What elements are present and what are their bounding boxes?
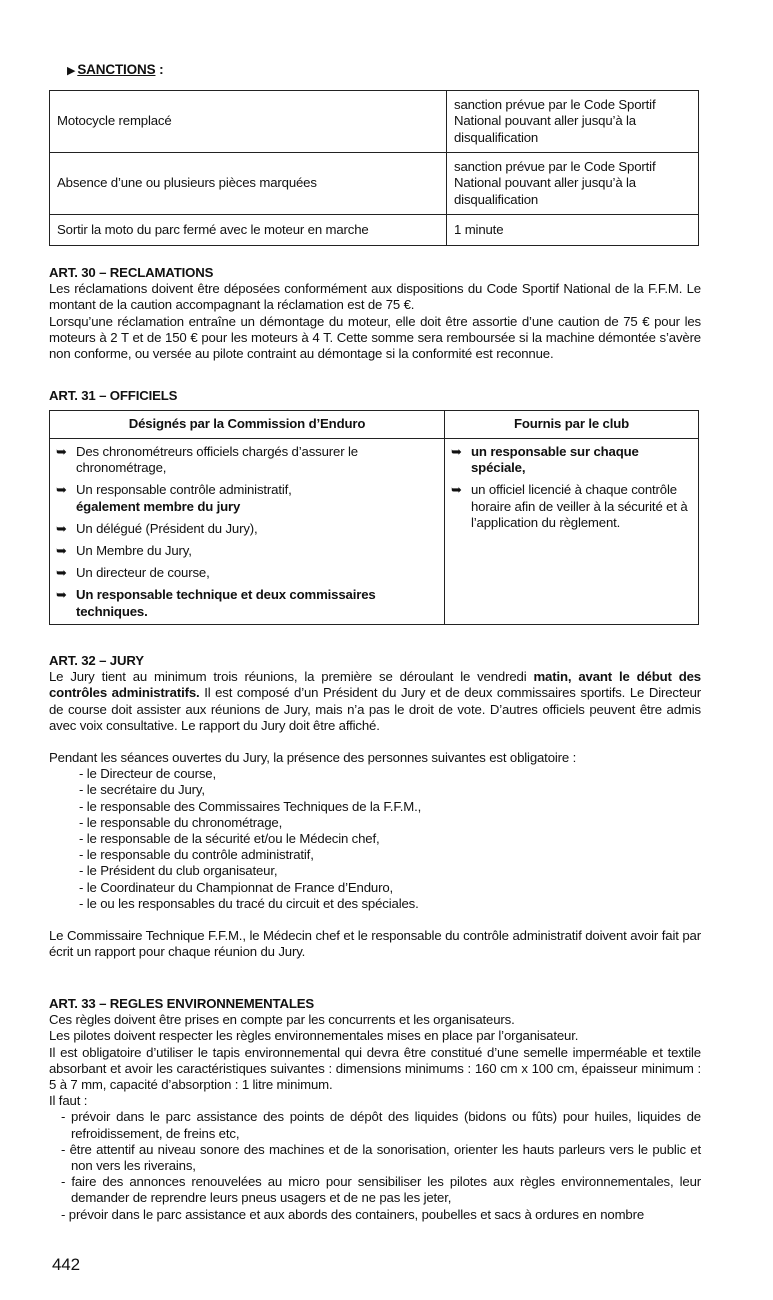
jury-members-list bbox=[49, 766, 701, 912]
official-text: Un délégué (Président du Jury), bbox=[76, 520, 258, 536]
arrow-right-icon: ➥ bbox=[56, 482, 67, 498]
official-text-group bbox=[76, 482, 438, 514]
art30-paragraph-1: Les réclamations doivent être déposées conformément aux dispositions du Code Sportif National de la F.F.M. Le montant de la caution accompagnant la réclamation est de 75 €. bbox=[49, 281, 701, 313]
art30-section bbox=[49, 265, 701, 362]
list-item: - le Directeur de course, bbox=[79, 766, 216, 782]
list-item: - le responsable du contrôle administratif, bbox=[79, 847, 314, 863]
table-row bbox=[50, 215, 699, 246]
art32-p1-start: Le Jury tient au minimum trois réunions, la première se déroulant le vendredi bbox=[49, 669, 534, 685]
art32-paragraph-2: Pendant les séances ouvertes du Jury, la présence des personnes suivantes est obligatoire : bbox=[49, 750, 577, 766]
art30-paragraph-2: Lorsqu’une réclamation entraîne un démontage du moteur, elle doit être assortie d’une caution de 75 € pour les moteurs à 2 T et de 150 € pour les moteurs à 4 T. Cette somme sera remboursée si la machine démontée s’avère non conforme, ou versée au pilote contraint au démontage si la conformité est reconnue. bbox=[49, 313, 701, 362]
arrow-right-icon: ➥ bbox=[56, 520, 67, 536]
club-officials-cell bbox=[445, 439, 699, 625]
list-item: - le responsable du chronométrage, bbox=[79, 814, 283, 830]
environment-rules-list bbox=[49, 1109, 701, 1222]
list-item: - le responsable de la sécurité et/ou le Médecin chef, bbox=[79, 831, 380, 847]
triangle-bullet-icon: ▶ bbox=[67, 65, 76, 77]
list-item bbox=[56, 543, 438, 559]
official-text: un officiel licencié à chaque contrôle horaire afin de veiller à la sécurité et à l’application du règlement. bbox=[471, 482, 688, 530]
arrow-right-icon: ➥ bbox=[451, 482, 462, 498]
table-row bbox=[50, 153, 699, 215]
list-item bbox=[451, 444, 692, 476]
official-text: Des chronométreurs officiels chargés d’assurer le chronométrage, bbox=[76, 444, 358, 476]
sanction-cell: 1 minute bbox=[447, 215, 699, 246]
list-item: - le Coordinateur du Championnat de France d’Enduro, bbox=[79, 879, 394, 895]
table-row bbox=[50, 439, 699, 625]
list-item: - le Président du club organisateur, bbox=[79, 863, 278, 879]
official-text-bold: un responsable sur chaque spéciale, bbox=[471, 444, 639, 476]
official-text: Un directeur de course, bbox=[76, 565, 210, 581]
sanctions-heading bbox=[67, 62, 163, 79]
official-text-bold: Un responsable technique et deux commissaires techniques. bbox=[76, 587, 376, 619]
list-item bbox=[56, 521, 438, 537]
art33-paragraph-2: Les pilotes doivent respecter les règles environnementales mises en place par l’organisateur. bbox=[49, 1028, 579, 1044]
art30-title: ART. 30 – RECLAMATIONS bbox=[49, 265, 214, 280]
art32-p1-bold: matin, avant le début des contrôles administratifs. bbox=[49, 669, 701, 701]
art32-section bbox=[49, 653, 701, 960]
list-item: - le secrétaire du Jury, bbox=[79, 782, 205, 798]
sanction-cell: sanction prévue par le Code Sportif National pouvant aller jusqu’à la disqualification bbox=[447, 153, 699, 215]
list-item: - prévoir dans le parc assistance et aux abords des containers, poubelles et sacs à ordures en nombre bbox=[61, 1206, 645, 1222]
list-item: - être attentif au niveau sonore des machines et de la sonorisation, orienter les hauts parleurs vers le public et non vers les riverains, bbox=[61, 1141, 701, 1174]
list-item bbox=[451, 482, 692, 531]
art33-paragraph-4: Il faut : bbox=[49, 1093, 88, 1109]
art33-title: ART. 33 – REGLES ENVIRONNEMENTALES bbox=[49, 996, 315, 1011]
officiels-table bbox=[49, 410, 699, 625]
list-item bbox=[56, 444, 438, 476]
art32-paragraph-3: Le Commissaire Technique F.F.M., le Médecin chef et le responsable du contrôle administratif doivent avoir fait par écrit un rapport pour chaque réunion du Jury. bbox=[49, 928, 701, 960]
arrow-right-icon: ➥ bbox=[56, 543, 67, 559]
commission-officials-cell bbox=[50, 439, 445, 625]
art33-paragraph-1: Ces règles doivent être prises en compte par les concurrents et les organisateurs. bbox=[49, 1012, 515, 1028]
art32-paragraph-1 bbox=[49, 669, 701, 734]
list-item bbox=[56, 565, 438, 581]
infraction-cell: Absence d’une ou plusieurs pièces marquées bbox=[50, 153, 447, 215]
official-text-bold: également membre du jury bbox=[76, 498, 241, 514]
column-header: Désignés par la Commission d’Enduro bbox=[50, 411, 445, 439]
sanctions-table bbox=[49, 90, 699, 246]
arrow-right-icon: ➥ bbox=[451, 444, 462, 459]
art32-title: ART. 32 – JURY bbox=[49, 653, 144, 668]
list-item: - le ou les responsables du tracé du circuit et des spéciales. bbox=[79, 895, 419, 911]
column-header: Fournis par le club bbox=[445, 411, 699, 439]
sanctions-heading-suffix: : bbox=[155, 62, 164, 77]
art33-paragraph-3: Il est obligatoire d’utiliser le tapis environnemental qui devra être constitué d’une semelle imperméable et textile absorbant et avoir les caractéristiques suivantes : dimensions minimums : 160 cm x 100 cm, épaisseur minimum : 5 à 7 mm, capacité d’absorption : 1 litre minimum. bbox=[49, 1044, 701, 1093]
list-item: - le responsable des Commissaires Techniques de la F.F.M., bbox=[79, 798, 422, 814]
sanctions-heading-text: SANCTIONS bbox=[77, 62, 156, 77]
list-item: - prévoir dans le parc assistance des points de dépôt des liquides (bidons ou fûts) pour huiles, liquides de refroidissement, de freins etc, bbox=[61, 1109, 701, 1141]
infraction-cell: Motocycle remplacé bbox=[50, 91, 447, 153]
list-item bbox=[56, 587, 438, 619]
list-item: - faire des annonces renouvelées au micro pour sensibiliser les pilotes aux règles environnementales, leur demander de reprendre leurs pneus usagers et de ne pas les jeter, bbox=[61, 1174, 701, 1206]
table-row bbox=[50, 91, 699, 153]
arrow-right-icon: ➥ bbox=[56, 444, 67, 459]
arrow-right-icon: ➥ bbox=[56, 587, 67, 603]
arrow-right-icon: ➥ bbox=[56, 565, 67, 581]
art31-title: ART. 31 – OFFICIELS bbox=[49, 388, 178, 403]
art33-section bbox=[49, 996, 701, 1223]
official-text: Un Membre du Jury, bbox=[76, 543, 192, 559]
sanction-cell: sanction prévue par le Code Sportif National pouvant aller jusqu’à la disqualification bbox=[447, 91, 699, 153]
page-number: 442 bbox=[52, 1255, 80, 1274]
table-header-row bbox=[50, 411, 699, 439]
infraction-cell: Sortir la moto du parc fermé avec le moteur en marche bbox=[50, 215, 447, 246]
art32-p1-end: Il est composé d’un Président du Jury et de deux commissaires sportifs. Le Directeur de course doit assister aux réunions de Jury, mais n’a pas le droit de vote. D’autres officiels peuvent être admis avec voix consultative. Le rapport du Jury doit être affiché. bbox=[49, 685, 701, 733]
official-text: Un responsable contrôle administratif, bbox=[76, 482, 292, 498]
list-item bbox=[56, 482, 438, 514]
